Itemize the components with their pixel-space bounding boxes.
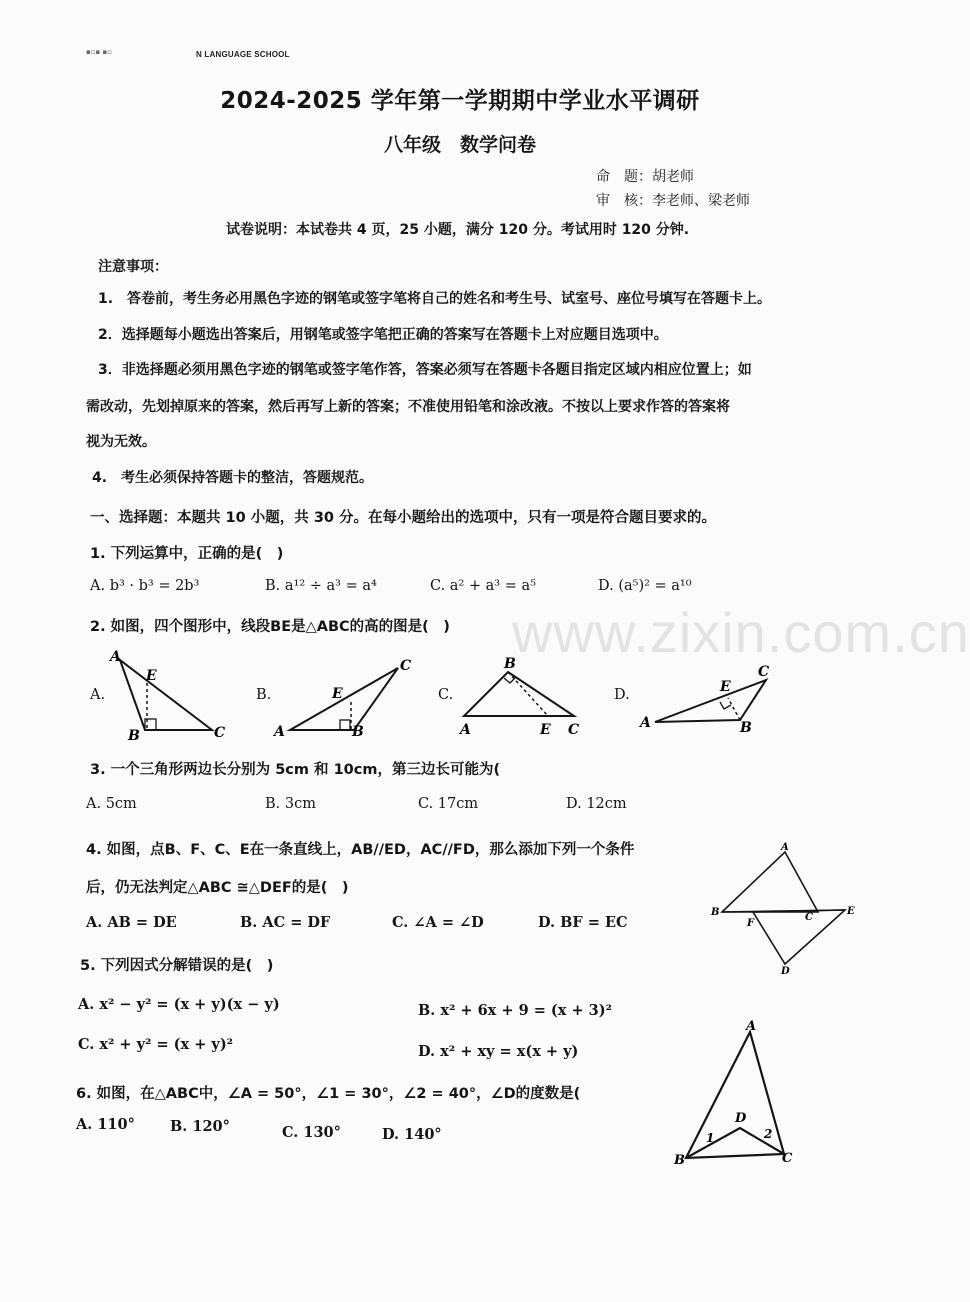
q6-label-angle-2: 2 xyxy=(764,1127,773,1141)
q2-option-b: B. xyxy=(256,687,272,703)
header-smudge: ▪▫▪ ▪▫ xyxy=(86,48,112,56)
note-item-4: 4. 考生必须保持答题卡的整洁，答题规范。 xyxy=(92,470,374,486)
q2d-triangle xyxy=(655,680,766,722)
q1-option-b: B. a¹² ÷ a³ = a⁴ xyxy=(265,578,377,594)
q6-label-b: B xyxy=(674,1153,685,1168)
q1-option-c: C. a² + a³ = a⁵ xyxy=(430,578,536,594)
q4-label-b: B xyxy=(711,907,720,918)
q2-figure-d xyxy=(640,660,780,740)
q5-option-a: A. x² − y² = (x + y)(x − y) xyxy=(78,996,280,1013)
q4-label-f: F xyxy=(747,918,755,929)
q2d-label-e: E xyxy=(720,679,731,695)
q4-option-c: C. ∠A = ∠D xyxy=(392,914,484,931)
q4-label-d: D xyxy=(781,966,790,977)
q2c-label-e: E xyxy=(540,722,551,738)
q2d-right-angle xyxy=(720,702,731,709)
reviewer-line: 审 核：李老师、梁老师 xyxy=(596,193,750,209)
q6-label-angle-1: 1 xyxy=(706,1131,715,1145)
q4-option-b: B. AC = DF xyxy=(240,914,331,931)
q4-stem-line-1: 4. 如图，点B、F、C、E在一条直线上，AB//ED，AC//FD，那么添加下列一个条件 xyxy=(86,842,635,858)
q2c-right-angle xyxy=(504,678,515,683)
q2d-dashed-height xyxy=(728,698,740,720)
q5-option-d: D. x² + xy = x(x + y) xyxy=(418,1043,579,1060)
q2a-triangle xyxy=(120,660,212,730)
q2b-label-b: B xyxy=(352,724,364,740)
q1-stem: 1. 下列运算中，正确的是( ) xyxy=(90,546,284,562)
q6-option-b: B. 120° xyxy=(170,1118,230,1135)
note-item-2: 2．选择题每小题选出答案后，用钢笔或签字笔把正确的答案写在答题卡上对应题目选项中。 xyxy=(98,327,668,343)
q2c-label-a: A xyxy=(460,722,471,738)
q6-option-c: C. 130° xyxy=(282,1124,341,1141)
q1-option-d: D. (a⁵)² = a¹⁰ xyxy=(598,578,692,594)
q2a-label-b: B xyxy=(128,728,140,744)
q2d-label-c: C xyxy=(758,664,770,680)
note-item-1: 1. 答卷前，考生务必用黑色字迹的钢笔或签字笔将自己的姓名和考生号、试室号、座位号填写在答题卡上。 xyxy=(98,291,772,307)
q2d-label-b: B xyxy=(740,720,752,736)
q3-option-c: C. 17cm xyxy=(418,796,479,812)
q2b-right-angle xyxy=(340,720,350,730)
q2a-label-a: A xyxy=(110,649,121,665)
author-line: 命 题：胡老师 xyxy=(596,169,694,185)
q2c-triangle xyxy=(464,672,574,716)
school-name: N LANGUAGE SCHOOL xyxy=(196,50,290,59)
q2-stem: 2. 如图，四个图形中，线段BE是△ABC的高的图是( ) xyxy=(90,619,450,635)
q2a-label-c: C xyxy=(214,725,226,741)
q3-option-d: D. 12cm xyxy=(566,796,627,812)
q6-label-a: A xyxy=(746,1019,757,1034)
q4-baseline xyxy=(722,910,845,912)
q4-stem-line-2: 后，仍无法判定△ABC ≅△DEF的是( ) xyxy=(86,880,349,896)
q4-triangle-def xyxy=(753,910,845,964)
q5-option-b: B. x² + 6x + 9 = (x + 3)² xyxy=(418,1002,612,1019)
q2c-label-b: B xyxy=(504,656,516,672)
q2-figure-b xyxy=(272,650,422,740)
q2b-label-c: C xyxy=(400,658,412,674)
q5-option-c: C. x² + y² = (x + y)² xyxy=(78,1036,234,1053)
q4-label-a: A xyxy=(781,842,789,853)
q6-figure xyxy=(672,1018,802,1178)
q2-option-a: A. xyxy=(90,687,106,703)
note-item-3-line-3: 视为无效。 xyxy=(86,434,156,450)
q6-stem: 6. 如图，在△ABC中，∠A = 50°，∠1 = 30°，∠2 = 40°，∠D的度数是( xyxy=(76,1086,581,1102)
q3-option-b: B. 3cm xyxy=(265,796,316,812)
q2a-label-e: E xyxy=(146,668,157,684)
q2b-label-a: A xyxy=(274,724,285,740)
q2-figure-c xyxy=(452,652,592,742)
q4-triangle-abc xyxy=(722,852,818,912)
q2-option-c: C. xyxy=(438,687,454,703)
q2b-label-e: E xyxy=(332,686,343,702)
q4-label-e: E xyxy=(847,906,855,917)
q2-figure-a xyxy=(100,645,230,744)
q1-option-a: A. b³ · b³ = 2b³ xyxy=(90,578,200,594)
q2b-triangle xyxy=(290,668,398,730)
q6-option-d: D. 140° xyxy=(382,1126,442,1143)
exam-subtitle: 八年级 数学问卷 xyxy=(383,134,536,156)
exam-title: 2024-2025 学年第一学期期中学业水平调研 xyxy=(220,88,700,114)
q6-label-d: D xyxy=(735,1111,747,1126)
q4-figure xyxy=(705,838,865,978)
q6-label-c: C xyxy=(782,1151,793,1166)
q3-stem: 3. 一个三角形两边长分别为 5cm 和 10cm，第三边长可能为( xyxy=(90,762,501,778)
q2-option-d: D. xyxy=(614,687,630,703)
q5-stem: 5. 下列因式分解错误的是( ) xyxy=(80,958,274,974)
section-1-heading: 一、选择题：本题共 10 小题，共 30 分。在每小题给出的选项中，只有一项是符合题目要求的。 xyxy=(90,510,717,526)
q4-option-a: A. AB = DE xyxy=(86,914,177,931)
q4-option-d: D. BF = EC xyxy=(538,914,628,931)
watermark: www.zixin.com.cn xyxy=(512,601,970,664)
q2c-label-c: C xyxy=(568,722,580,738)
exam-description: 试卷说明：本试卷共 4 页，25 小题，满分 120 分。考试用时 120 分钟. xyxy=(226,222,690,238)
note-item-3-line-1: 3．非选择题必须用黑色字迹的钢笔或签字笔作答，答案必须写在答题卡各题目指定区域内相应位置上；如 xyxy=(98,362,752,378)
notes-heading: 注意事项： xyxy=(98,259,168,275)
q6-option-a: A. 110° xyxy=(76,1116,135,1133)
q4-label-c: C xyxy=(805,912,813,923)
q2d-label-a: A xyxy=(640,715,651,731)
q3-option-a: A. 5cm xyxy=(86,796,137,812)
note-item-3-line-2: 需改动，先划掉原来的答案，然后再写上新的答案；不准使用铅笔和涂改液。不按以上要求作答的答案将 xyxy=(86,399,730,415)
